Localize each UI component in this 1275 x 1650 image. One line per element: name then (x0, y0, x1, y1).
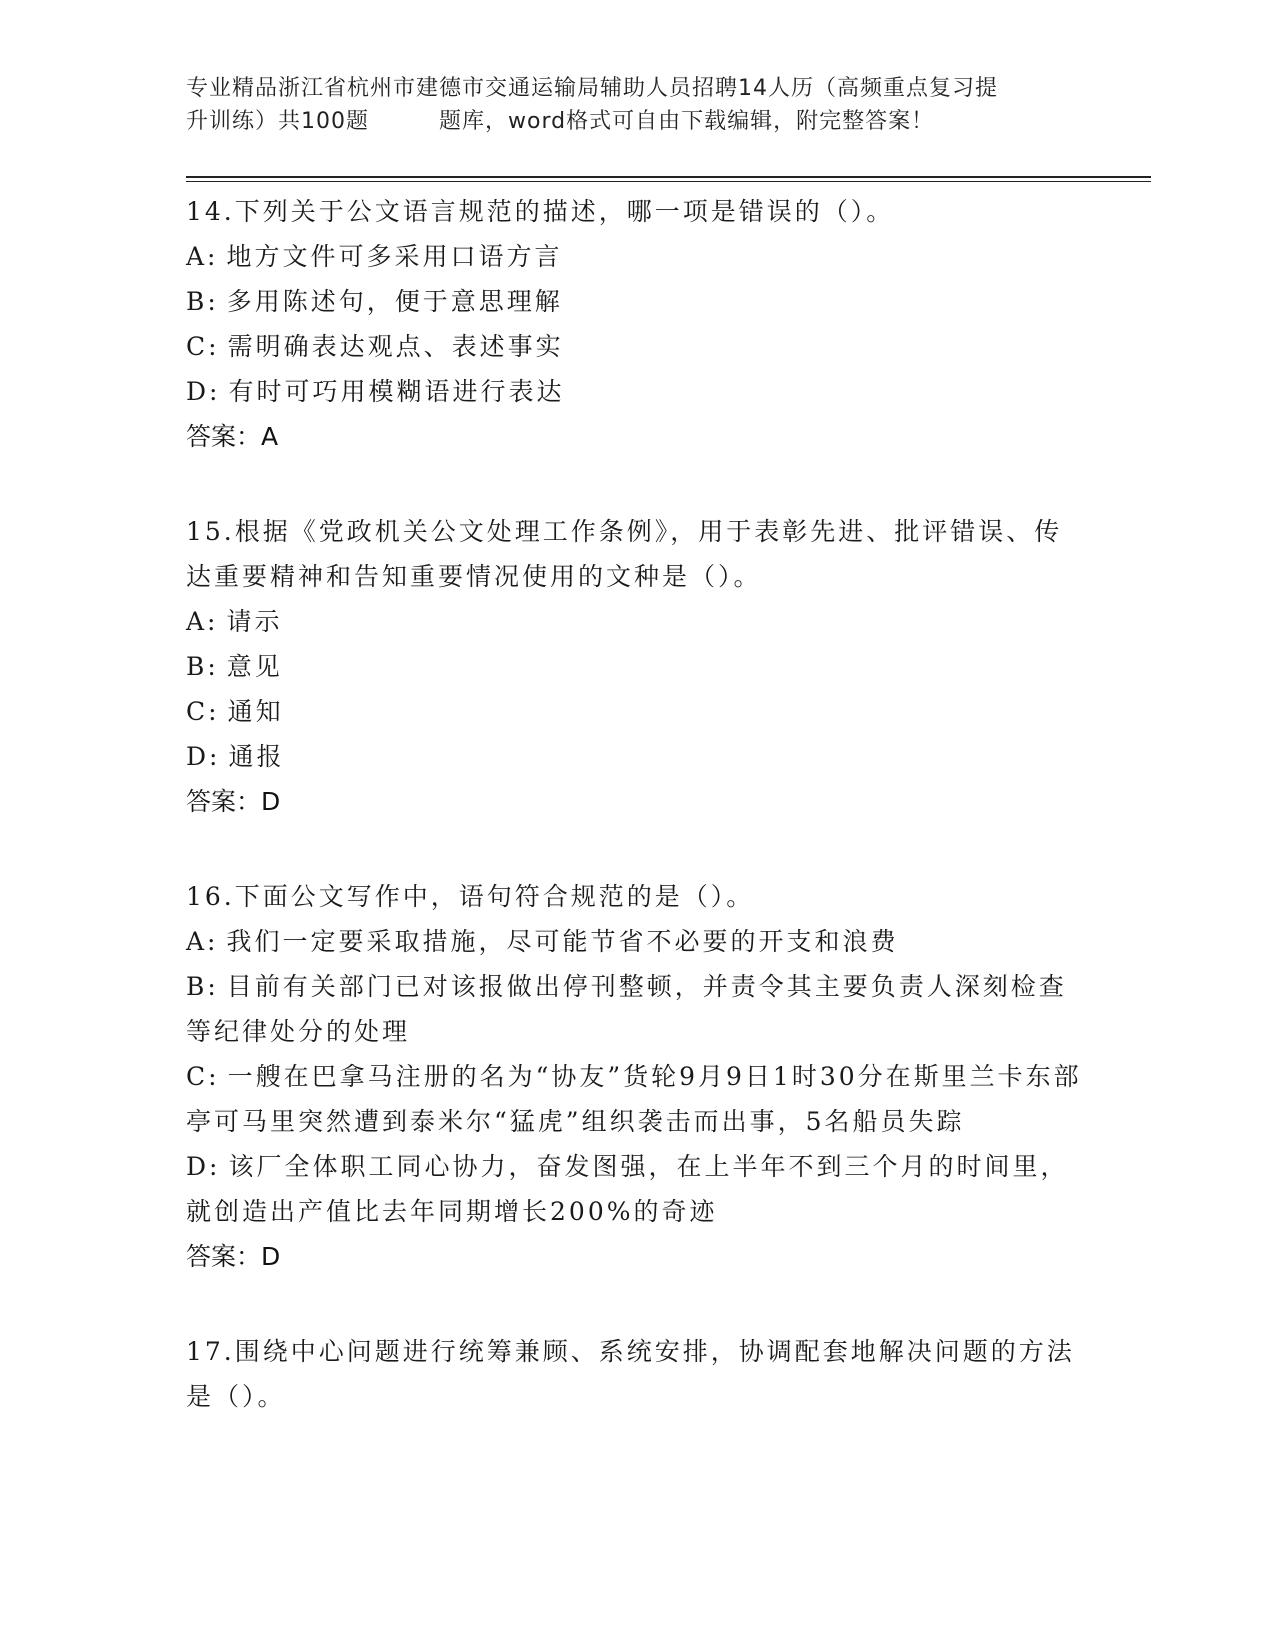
option-text: 我们一定要采取措施，尽可能节省不必要的开支和浪费 (226, 927, 899, 956)
option-key: D: (186, 742, 221, 771)
option-d (186, 1144, 1086, 1234)
header-divider-thin (186, 181, 1151, 182)
option-key: B: (186, 652, 219, 681)
option-c (186, 324, 1086, 369)
question-stem: 16.下面公文写作中，语句符合规范的是（）。 (186, 882, 755, 911)
header-line-1: 专业精品浙江省杭州市建德市交通运输局辅助人员招聘14人历（高频重点复习提 (186, 76, 998, 101)
option-text: 通知 (227, 697, 284, 726)
question-stem: 15.根据《党政机关公文处理工作条例》，用于表彰先进、批评错误、传达重要精神和告知重要情况使用的文种是（）。 (186, 517, 1063, 591)
option-key: A: (186, 607, 219, 636)
answer-line: 答案：A (186, 422, 279, 451)
question-14 (186, 189, 1086, 459)
answer-line: 答案：D (186, 787, 281, 816)
document-header (186, 72, 1086, 138)
option-key: B: (186, 972, 219, 1001)
option-b (186, 644, 1086, 689)
option-c (186, 1054, 1086, 1144)
option-key: A: (186, 927, 219, 956)
option-text: 有时可巧用模糊语进行表达 (228, 377, 565, 406)
option-text: 一艘在巴拿马注册的名为“协友”货轮9月9日1时30分在斯里兰卡东部亭可马里突然遭到泰米尔“猛虎”组织袭击而出事，5名船员失踪 (186, 1062, 1082, 1136)
question-15 (186, 509, 1086, 824)
option-text: 意见 (226, 652, 283, 681)
option-key: D: (186, 1152, 221, 1181)
option-text: 需明确表达观点、表述事实 (227, 332, 564, 361)
option-key: C: (186, 332, 220, 361)
option-key: C: (186, 1062, 220, 1091)
option-text: 目前有关部门已对该报做出停刊整顿，并责令其主要负责人深刻检查等纪律处分的处理 (186, 972, 1067, 1046)
option-b (186, 964, 1086, 1054)
option-key: D: (186, 377, 221, 406)
option-text: 请示 (226, 607, 283, 636)
option-a (186, 919, 1086, 964)
question-list (186, 189, 1086, 1419)
option-d (186, 369, 1086, 414)
header-line-2-right: 题库，word格式可自由下载编辑，附完整答案！ (439, 109, 935, 134)
option-b (186, 279, 1086, 324)
option-c (186, 689, 1086, 734)
header-line-2-left: 升训练）共100题 (186, 109, 369, 134)
option-a (186, 234, 1086, 279)
option-d (186, 734, 1086, 779)
question-stem: 14.下列关于公文语言规范的描述，哪一项是错误的（）。 (186, 197, 895, 226)
option-key: C: (186, 697, 220, 726)
option-key: A: (186, 242, 219, 271)
option-text: 通报 (228, 742, 285, 771)
question-stem: 17.围绕中心问题进行统筹兼顾、系统安排，协调配套地解决问题的方法是（）。 (186, 1337, 1075, 1411)
option-text: 多用陈述句，便于意思理解 (226, 287, 563, 316)
header-divider-thick (186, 176, 1151, 178)
option-text: 地方文件可多采用口语方言 (226, 242, 563, 271)
option-text: 该厂全体职工同心协力，奋发图强，在上半年不到三个月的时间里，就创造出产值比去年同期增长200%的奇迹 (186, 1152, 1069, 1226)
question-16 (186, 874, 1086, 1279)
option-key: B: (186, 287, 219, 316)
question-17 (186, 1329, 1086, 1419)
header-line-2 (186, 105, 1086, 138)
answer-line: 答案：D (186, 1242, 281, 1271)
option-a (186, 599, 1086, 644)
